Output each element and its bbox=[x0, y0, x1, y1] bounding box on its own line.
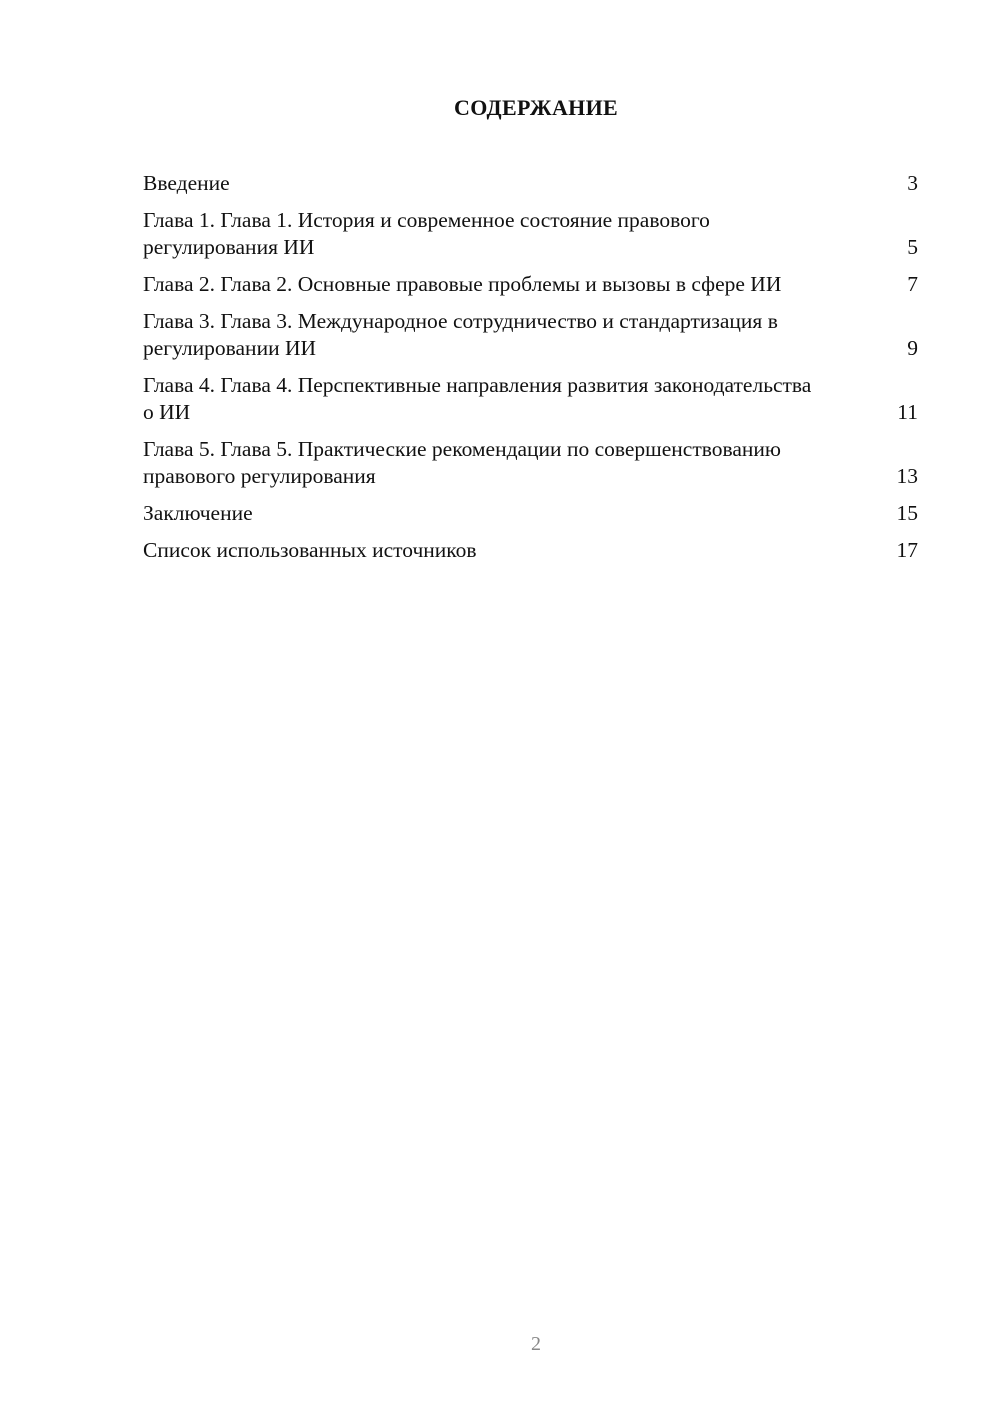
toc-entry-page: 17 bbox=[896, 538, 918, 562]
toc-entry-conclusion[interactable] bbox=[143, 500, 918, 527]
toc-entry-label: Глава 5. Глава 5. Практические рекомендации по совершенствованию правового регулирования bbox=[143, 437, 781, 488]
toc-entry-chapter-3[interactable] bbox=[143, 308, 918, 362]
toc-entry-page: 13 bbox=[896, 464, 918, 488]
toc-entry-label: Список использованных источников bbox=[143, 538, 477, 562]
toc-entry-page: 5 bbox=[907, 235, 918, 259]
toc-entry-chapter-1[interactable] bbox=[143, 207, 918, 261]
toc-entry-label: Введение bbox=[143, 171, 230, 195]
toc-entry-chapter-4[interactable] bbox=[143, 372, 918, 426]
toc-entry-label: Заключение bbox=[143, 501, 253, 525]
toc-entry-page: 15 bbox=[896, 501, 918, 525]
toc-entry-page: 9 bbox=[907, 336, 918, 360]
toc-entry-label: Глава 1. Глава 1. История и современное состояние правового регулирования ИИ bbox=[143, 208, 710, 259]
toc-entry-label: Глава 3. Глава 3. Международное сотрудничество и стандартизация в регулировании ИИ bbox=[143, 309, 778, 360]
toc-entry-page: 7 bbox=[907, 272, 918, 296]
toc-entry-introduction[interactable] bbox=[143, 170, 918, 197]
toc-entry-label: Глава 4. Глава 4. Перспективные направления развития законодательства о ИИ bbox=[143, 373, 812, 424]
toc-entry-label: Глава 2. Глава 2. Основные правовые проблемы и вызовы в сфере ИИ bbox=[143, 272, 782, 296]
page-number: 2 bbox=[531, 1333, 541, 1355]
toc-entry-page: 3 bbox=[907, 171, 918, 195]
table-of-contents bbox=[143, 170, 918, 574]
toc-entry-references[interactable] bbox=[143, 537, 918, 564]
toc-title: СОДЕРЖАНИЕ bbox=[454, 95, 618, 120]
toc-entry-chapter-5[interactable] bbox=[143, 436, 918, 490]
toc-entry-chapter-2[interactable] bbox=[143, 271, 918, 298]
toc-entry-page: 11 bbox=[897, 400, 918, 424]
